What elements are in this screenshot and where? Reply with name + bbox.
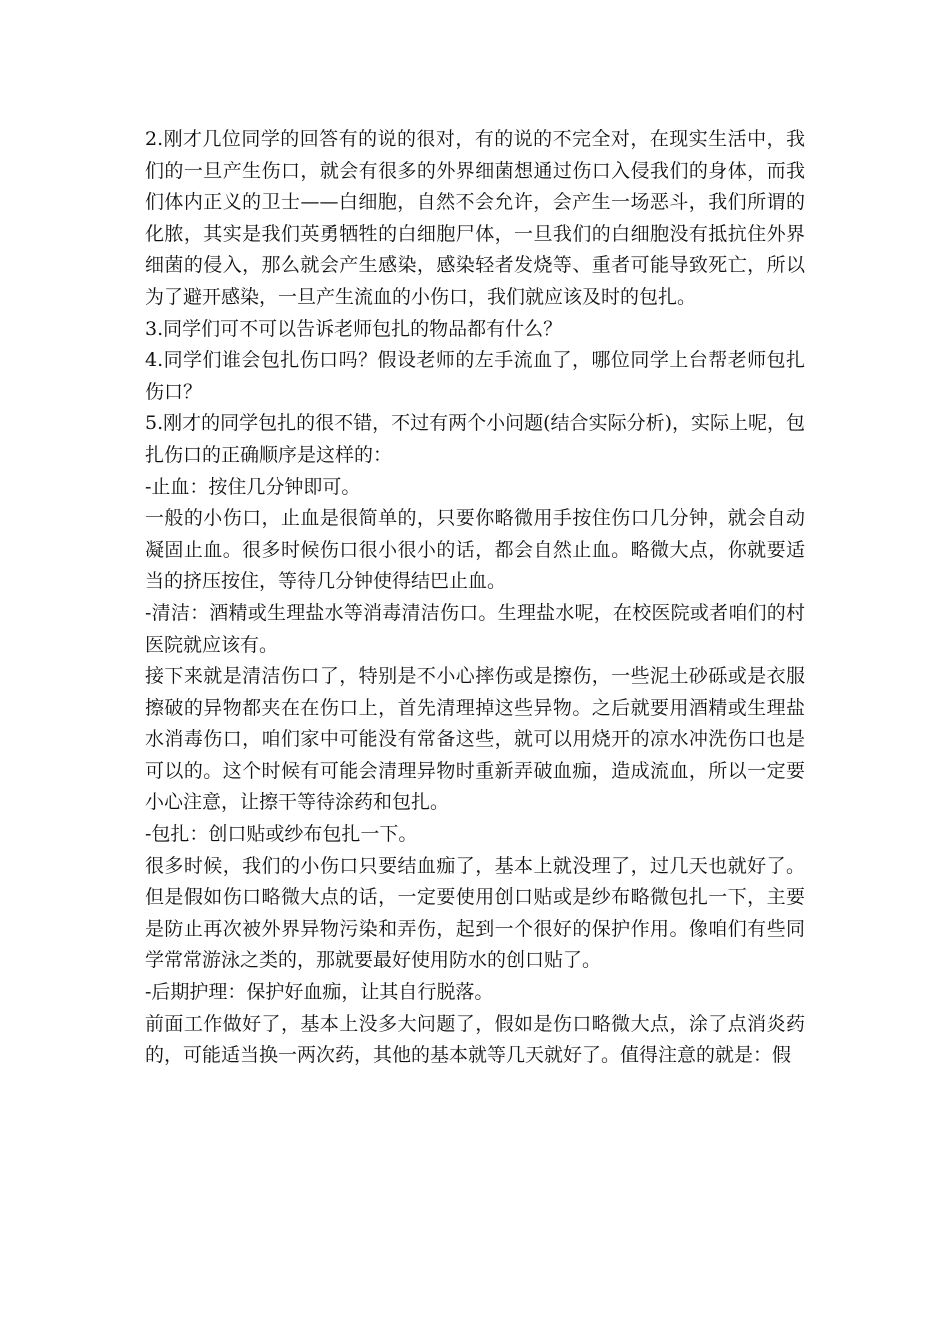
paragraph-bandaging: 很多时候，我们的小伤口只要结血痂了，基本上就没理了，过几天也就好了。但是假如伤口略微大点的话，一定要使用创口贴或是纱布略微包扎一下，主要是防止再次被外界异物污染和弄伤，起到一个很好的保护作用。像咱们有些同学常常游泳之类的，那就要最好使用防水的创口贴了。	[145, 854, 805, 972]
paragraph-question-bandage: 4.同学们谁会包扎伤口吗？假设老师的左手流血了，哪位同学上台帮老师包扎伤口？	[145, 349, 805, 403]
document-body	[145, 124, 805, 1072]
paragraph-answer-explanation: 2.刚才几位同学的回答有的说的很对，有的说的不完全对，在现实生活中，我们的一旦产生伤口，就会有很多的外界细菌想通过伤口入侵我们的身体，而我们体内正义的卫士——白细胞，自然不会允许，会产生一场恶斗，我们所谓的化脓，其实是我们英勇牺牲的白细胞尸体，一旦我们的白细胞没有抵抗住外界细菌的侵入，那么就会产生感染，感染轻者发烧等、重者可能导致死亡，所以为了避开感染，一旦产生流血的小伤口，我们就应该及时的包扎。	[145, 128, 805, 308]
step-heading-bandaging: -包扎：创口贴或纱布包扎一下。	[145, 823, 418, 846]
paragraph-aftercare: 前面工作做好了，基本上没多大问题了，假如是伤口略微大点，涂了点消炎药的，可能适当换一两次药，其他的基本就等几天就好了。值得注意的就是：假	[145, 1012, 805, 1067]
step-heading-cleaning: -清洁：酒精或生理盐水等消毒清洁伤口。生理盐水呢，在校医院或者咱们的村医院就应该有。	[145, 601, 805, 656]
step-heading-aftercare: -后期护理：保护好血痂，让其自行脱落。	[145, 981, 494, 1004]
paragraph-question-supplies: 3.同学们可不可以告诉老师包扎的物品都有什么？	[145, 317, 563, 340]
paragraph-cleaning: 接下来就是清洁伤口了，特别是不小心摔伤或是擦伤，一些泥土砂砾或是衣服擦破的异物都夹在在伤口上，首先清理掉这些异物。之后就要用酒精或生理盐水消毒伤口，咱们家中可能没有常备这些，就可以用烧开的凉水冲洗伤口也是可以的。这个时候有可能会清理异物时重新弄破血痂，造成流血，所以一定要小心注意，让擦干等待涂药和包扎。	[145, 665, 805, 814]
paragraph-correct-order: 5.刚才的同学包扎的很不错，不过有两个小问题(结合实际分析)，实际上呢，包扎伤口的正确顺序是这样的：	[145, 412, 805, 466]
paragraph-stop-bleeding: 一般的小伤口，止血是很简单的，只要你略微用手按住伤口几分钟，就会自动凝固止血。很多时候伤口很小很小的话，都会自然止血。略微大点，你就要适当的挤压按住，等待几分钟使得结巴止血。	[145, 507, 805, 593]
step-heading-stop-bleeding: -止血：按住几分钟即可。	[145, 475, 361, 498]
